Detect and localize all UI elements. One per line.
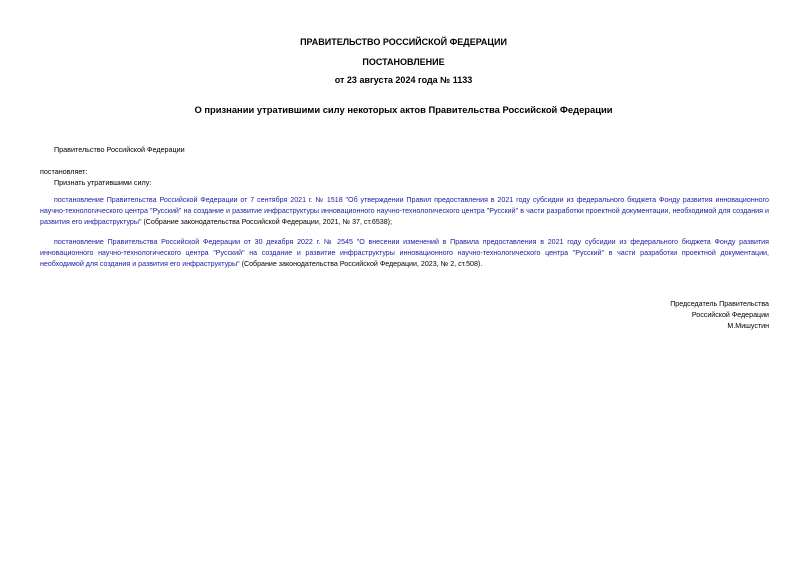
signatory-role-line2: Российской Федерации xyxy=(691,311,769,319)
intro-recognize: Признать утратившими силу: xyxy=(54,178,152,187)
document-type-heading: ПОСТАНОВЛЕНИЕ xyxy=(362,57,445,67)
repealed-act-link[interactable]: постановление Правительства Российской Федерации от 7 сентября 2021 г. № 1518 "Об утверждении Правил предоставления в 2021 году субсидии из федерального бюджета Фонду развития инновационного научно-технологического центра "Русский" на создание и развитие инфраструктуры инновационного научно-технологического центра "Русский" в части разработки проектной документации, необходимой для создания и развития его инфраструктуры" xyxy=(40,196,769,226)
issuer-heading: ПРАВИТЕЛЬСТВО РОССИЙСКОЙ ФЕДЕРАЦИИ xyxy=(300,37,507,47)
signatory-role-line1: Председатель Правительства xyxy=(670,300,769,308)
repealed-act-source: (Собрание законодательства Российской Федерации, 2021, № 37, ст.6538); xyxy=(141,217,393,226)
date-number-heading: от 23 августа 2024 года № 1133 xyxy=(334,75,473,85)
repealed-act-item xyxy=(40,237,769,269)
document-title: О признании утратившими силу некоторых актов Правительства Российской Федерации xyxy=(194,104,613,115)
intro-decrees: постановляет: xyxy=(40,167,88,176)
intro-government: Правительство Российской Федерации xyxy=(54,145,185,154)
repealed-act-source: (Собрание законодательства Российской Федерации, 2023, № 2, ст.508). xyxy=(239,259,483,268)
signatory-name: М.Мишустин xyxy=(727,322,769,330)
repealed-act-item xyxy=(40,195,769,227)
repealed-act-link[interactable]: постановление Правительства Российской Федерации от 30 декабря 2022 г. № 2545 "О внесении изменений в Правила предоставления в 2021 году субсидии из федерального бюджета Фонду развития инновационного научно-технологического центра "Русский" на создание и развитие инфраструктуры инновационного научно-технологического центра "Русский" в части разработки проектной документации, необходимой для создания и развития его инфраструктуры" xyxy=(40,238,769,268)
